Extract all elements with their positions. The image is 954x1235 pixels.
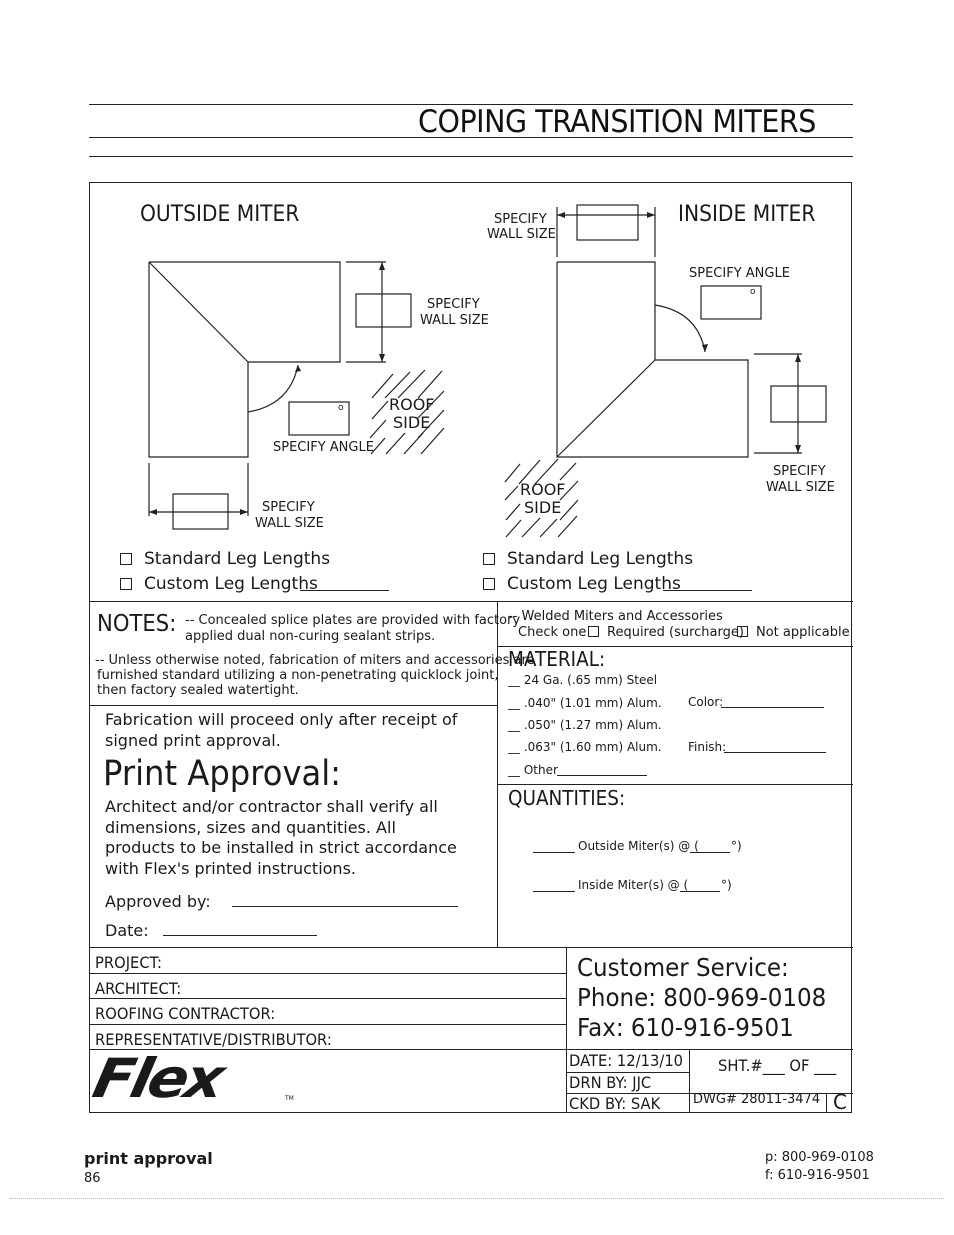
approved-by-label: Approved by: [105, 892, 211, 911]
inside-standard-label: Standard Leg Lengths [507, 549, 694, 569]
date-label: Date: [105, 921, 149, 940]
header-rule-mid [89, 137, 853, 138]
material-heading: MATERIAL: [508, 647, 606, 671]
inside-roof-label: ROOF [520, 480, 566, 499]
outside-standard-checkbox[interactable] [120, 553, 132, 565]
outside-specify-angle: SPECIFY ANGLE [273, 440, 374, 455]
notes-line-1: -- Concealed splice plates are provided with factory [185, 613, 521, 628]
approval-body-2: dimensions, sizes and quantities. All [105, 818, 396, 837]
inside-custom-label: Custom Leg Lengths [507, 574, 681, 594]
inside-wall-size-top-a: SPECIFY [494, 212, 547, 227]
outside-custom-checkbox[interactable] [120, 578, 132, 590]
representative-field[interactable]: REPRESENTATIVE/DISTRIBUTOR: [95, 1030, 332, 1049]
outside-miter-heading: OUTSIDE MITER [140, 202, 300, 227]
inside-angle-field[interactable] [680, 891, 720, 892]
title-block-divider [689, 1049, 690, 1113]
print-approval-heading: Print Approval: [103, 754, 342, 794]
material-item-steel[interactable]: __ 24 Ga. (.65 mm) Steel [508, 673, 658, 687]
divider-project-top [89, 947, 853, 948]
roofing-contractor-field[interactable]: ROOFING CONTRACTOR: [95, 1004, 276, 1023]
approval-body-1: Architect and/or contractor shall verify all [105, 797, 438, 816]
title-block-drn: DRN BY: JJC [569, 1073, 652, 1092]
flex-logo: Flex [87, 1047, 228, 1110]
approval-intro-1: Fabrication will proceed only after receipt of [105, 710, 458, 729]
outside-roof-label: ROOF [389, 395, 435, 414]
material-color-field[interactable] [721, 707, 824, 708]
footer-fax: f: 610-916-9501 [765, 1168, 870, 1183]
outside-wall-size-label-2b: WALL SIZE [255, 516, 324, 531]
architect-rule [89, 998, 566, 999]
inside-custom-length-field[interactable] [663, 590, 752, 591]
outside-custom-length-field[interactable] [300, 590, 389, 591]
inside-wall-size-right-a: SPECIFY [773, 464, 826, 479]
material-finish-label: Finish: [688, 740, 727, 754]
flex-logo-tm: TM [285, 1095, 294, 1102]
outside-qty-close: °) [731, 839, 742, 853]
material-finish-field[interactable] [724, 752, 826, 753]
title-block-ckd: CKD BY: SAK [569, 1094, 661, 1113]
title-block-date: DATE: 12/13/10 [569, 1051, 684, 1070]
outside-wall-size-label-1a: SPECIFY [427, 297, 480, 312]
footer-rule [10, 1198, 944, 1199]
page-title: COPING TRANSITION MITERS [418, 104, 816, 140]
title-block-dwg: DWG# 28011-3474 [693, 1092, 821, 1107]
divider-quantities-top [497, 784, 853, 785]
material-other-field[interactable] [557, 775, 647, 776]
footer-section-label: print approval [84, 1149, 213, 1168]
inside-specify-angle: SPECIFY ANGLE [689, 266, 790, 281]
customer-service-heading: Customer Service: [577, 953, 789, 982]
material-color-label: Color: [688, 695, 724, 709]
date-field[interactable] [163, 935, 317, 936]
outside-custom-label: Custom Leg Lengths [144, 574, 318, 594]
inside-angle-degree: o [750, 287, 756, 297]
outside-wall-size-label-2a: SPECIFY [262, 500, 315, 515]
customer-service-phone: Phone: 800-969-0108 [577, 983, 827, 1012]
notes-line-5: then factory sealed watertight. [97, 683, 299, 698]
divider-customer-service [566, 947, 567, 1113]
material-item-other[interactable]: __ Other [508, 763, 558, 777]
inside-wall-size-top-b: WALL SIZE [487, 227, 556, 242]
project-field[interactable]: PROJECT: [95, 953, 162, 972]
inside-custom-checkbox[interactable] [483, 578, 495, 590]
inside-qty-field[interactable] [533, 891, 575, 892]
inside-qty-close: °) [721, 878, 732, 892]
title-block-sheet[interactable]: SHT.#___ OF ___ [718, 1056, 837, 1075]
quantities-heading: QUANTITIES: [508, 786, 626, 810]
welded-required-checkbox[interactable] [588, 626, 599, 637]
material-item-040[interactable]: __ .040" (1.01 mm) Alum. [508, 696, 662, 710]
inside-side-label: SIDE [524, 498, 562, 517]
outside-qty-field[interactable] [533, 852, 575, 853]
approval-body-3: products to be installed in strict accordance [105, 838, 457, 857]
divider-notes-top [89, 601, 853, 602]
welded-not-applicable-label: Not applicable [756, 625, 850, 640]
inside-wall-size-right-b: WALL SIZE [766, 480, 835, 495]
inside-qty-label: Inside Miter(s) @ ( [578, 878, 689, 892]
roofing-rule [89, 1024, 566, 1025]
approval-body-4: with Flex's printed instructions. [105, 859, 356, 878]
inside-miter-heading: INSIDE MITER [678, 202, 816, 227]
divider-approval-top [89, 705, 497, 706]
outside-angle-field[interactable] [690, 852, 730, 853]
welded-heading: -- Welded Miters and Accessories [508, 609, 723, 624]
title-block-rev-divider [826, 1093, 827, 1113]
footer-phone: p: 800-969-0108 [765, 1150, 874, 1165]
inside-standard-checkbox[interactable] [483, 553, 495, 565]
notes-line-3: -- Unless otherwise noted, fabrication of miters and accessories are [95, 653, 535, 668]
header-rule-bottom [89, 156, 853, 157]
footer-page-number: 86 [84, 1171, 101, 1186]
outside-side-label: SIDE [393, 413, 431, 432]
title-block-rev: C [833, 1090, 847, 1114]
welded-check-one: Check one [518, 625, 587, 640]
approved-by-field[interactable] [232, 906, 458, 907]
outside-qty-label: Outside Miter(s) @ ( [578, 839, 699, 853]
notes-heading: NOTES: [97, 611, 177, 637]
notes-line-4: furnished standard utilizing a non-penetrating quicklock joint, [97, 668, 499, 683]
outside-angle-degree: o [338, 403, 344, 413]
architect-field[interactable]: ARCHITECT: [95, 979, 182, 998]
material-item-063[interactable]: __ .063" (1.60 mm) Alum. [508, 740, 662, 754]
approval-intro-2: signed print approval. [105, 731, 281, 750]
outside-standard-label: Standard Leg Lengths [144, 549, 331, 569]
material-item-050[interactable]: __ .050" (1.27 mm) Alum. [508, 718, 662, 732]
welded-not-applicable-checkbox[interactable] [737, 626, 748, 637]
outside-wall-size-label-1b: WALL SIZE [420, 313, 489, 328]
notes-line-2: applied dual non-curing sealant strips. [185, 629, 436, 644]
project-rule [89, 973, 566, 974]
welded-required-label: Required (surcharge) [607, 625, 744, 640]
customer-service-fax: Fax: 610-916-9501 [577, 1013, 794, 1042]
